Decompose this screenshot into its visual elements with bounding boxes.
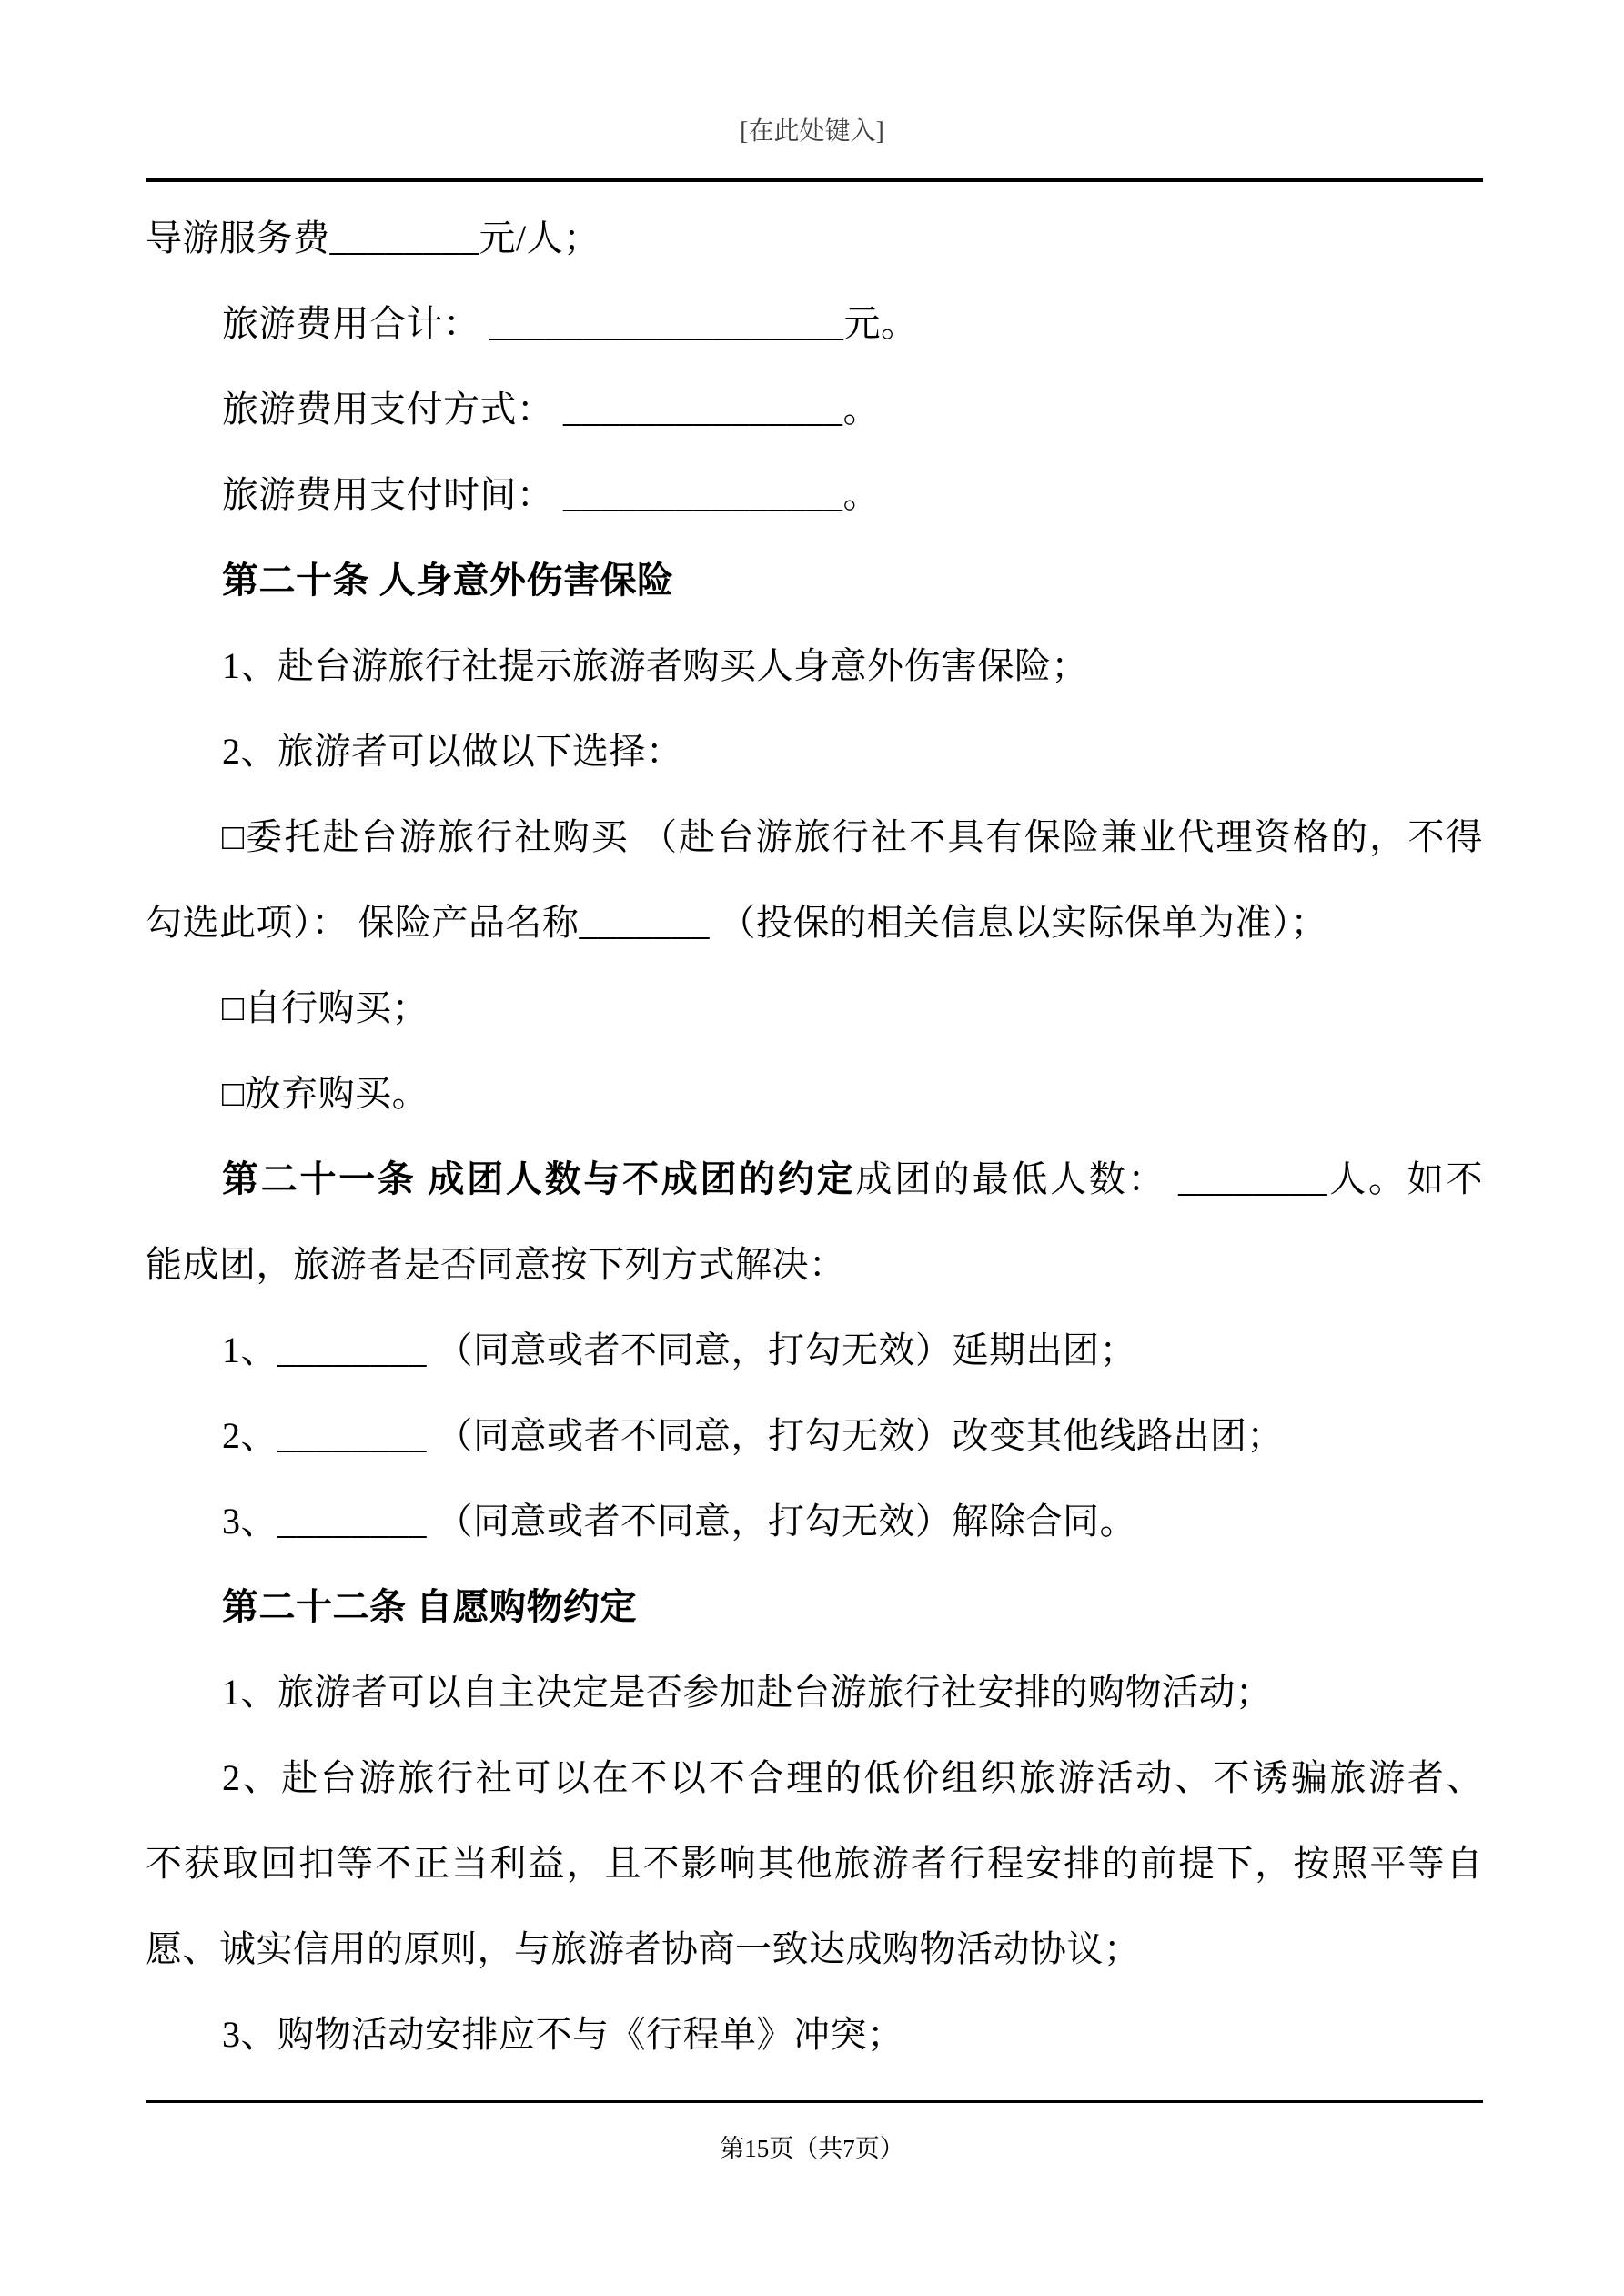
document-body [146, 196, 1483, 2078]
document-line [146, 1137, 1483, 1222]
document-line: 3、购物活动安排应不与《行程单》冲突； [222, 2014, 904, 2055]
document-line: 勾选此项）： 保险产品名称_______ （投保的相关信息以实际保单为准）； [146, 902, 1327, 943]
document-line: □委托赴台游旅行社购买 （赴台游旅行社不具有保险兼业代理资格的，不得 [222, 816, 1483, 857]
clause-heading: 第二十一条 成团人数与不成团的约定 [222, 1158, 856, 1199]
document-line: 1、旅游者可以自主决定是否参加赴台游旅行社安排的购物活动； [222, 1672, 1273, 1713]
document-line: 1、赴台游旅行社提示旅游者购买人身意外伤害保险； [222, 645, 1088, 686]
document-line: 愿、诚实信用的原则，与旅游者协商一致达成购物活动协议； [146, 1928, 1141, 1969]
document-line: 3、________ （同意或者不同意，打勾无效）解除合同。 [222, 1501, 1136, 1542]
header-divider [146, 178, 1483, 182]
footer-divider [146, 2100, 1483, 2103]
document-line: 导游服务费________元/人； [146, 217, 600, 258]
document-line: □放弃购买。 [222, 1073, 429, 1114]
document-line: 2、________ （同意或者不同意，打勾无效）改变其他线路出团； [222, 1415, 1284, 1456]
clause-text: 成团的最低人数： ________人。如不 [855, 1158, 1484, 1199]
header-placeholder: [在此处键入] [740, 117, 884, 146]
document-line: 第二十条 人身意外伤害保险 [222, 560, 674, 601]
document-line: 2、旅游者可以做以下选择： [222, 731, 683, 772]
page-number: 第15页（共7页） [720, 2135, 904, 2162]
document-line: 旅游费用合计： ___________________元。 [222, 303, 918, 344]
document-line: 不获取回扣等不正当利益，且不影响其他旅游者行程安排的前提下，按照平等自 [146, 1843, 1483, 1884]
document-line: 1、________ （同意或者不同意，打勾无效）延期出团； [222, 1330, 1136, 1371]
document-line: 旅游费用支付时间： _______________。 [222, 474, 880, 515]
document-line: 能成团，旅游者是否同意按下列方式解决： [146, 1244, 846, 1285]
document-line: 第二十二条 自愿购物约定 [222, 1586, 637, 1627]
document-line: 2、赴台游旅行社可以在不以不合理的低价组织旅游活动、不诱骗旅游者、 [222, 1757, 1483, 1798]
document-line: □自行购买； [222, 987, 429, 1028]
document-line: 旅游费用支付方式： _______________。 [222, 389, 880, 430]
